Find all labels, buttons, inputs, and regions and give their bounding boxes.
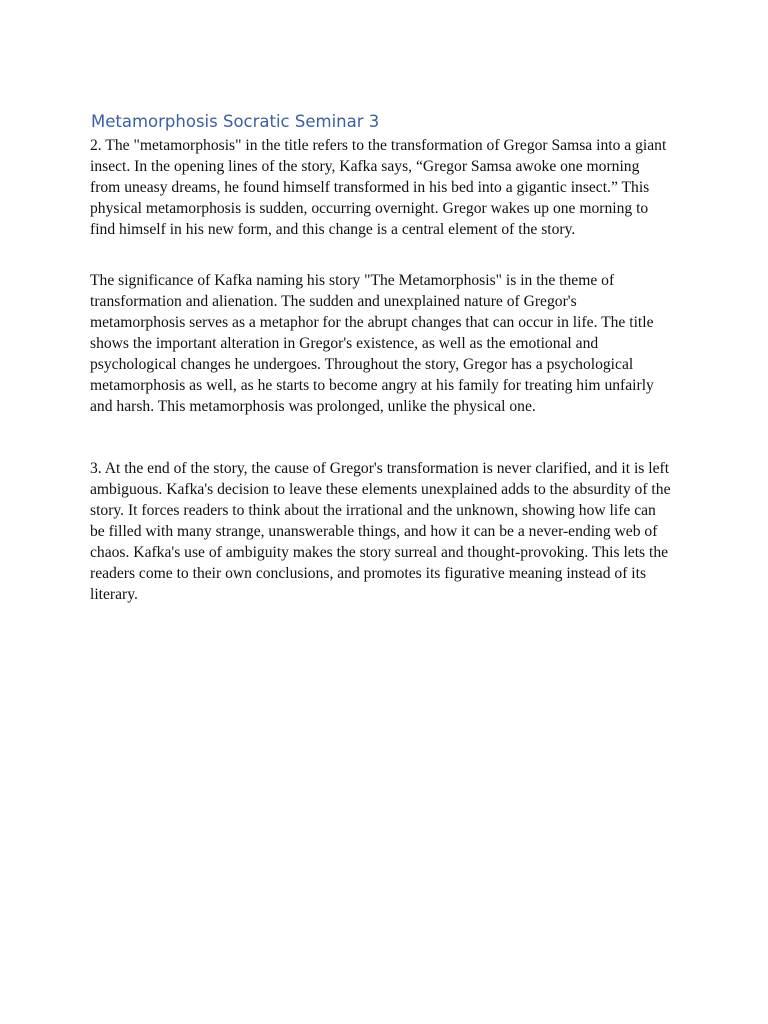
paragraph-question-2: 2. The "metamorphosis" in the title refers to the transformation of Gregor Samsa into a giant insect. In the opening lines of the story, Kafka says, “Gregor Samsa awoke one morning from uneasy dreams, he found himself transformed in his bed into a gigantic insect.” This physical metamorphosis is sudden, occurring overnight. Gregor wakes up one morning to find himself in his new form, and this change is a central element of the story. xyxy=(90,137,667,238)
document-title: Metamorphosis Socratic Seminar 3 xyxy=(91,112,380,131)
paragraph-question-3: 3. At the end of the story, the cause of Gregor's transformation is never clarified, and it is left ambiguous. Kafka's decision to leave these elements unexplained adds to the absurdity of the story. It forces readers to think about the irrational and the unknown, showing how life can be filled with many strange, unanswerable things, and how it can be a never-ending web of chaos. Kafka's use of ambiguity makes the story surreal and thought-provoking. This lets the readers come to their own conclusions, and promotes its figurative meaning instead of its literary. xyxy=(90,460,671,603)
paragraph-significance: The significance of Kafka naming his story "The Metamorphosis" is in the theme of transformation and alienation. The sudden and unexplained nature of Gregor's metamorphosis serves as a metaphor for the abrupt changes that can occur in life. The title shows the important alteration in Gregor's existence, as well as the emotional and psychological changes he undergoes. Throughout the story, Gregor has a psychological metamorphosis as well, as he starts to become angry at his family for treating him unfairly and harsh. This metamorphosis was prolonged, unlike the physical one. xyxy=(90,272,654,415)
